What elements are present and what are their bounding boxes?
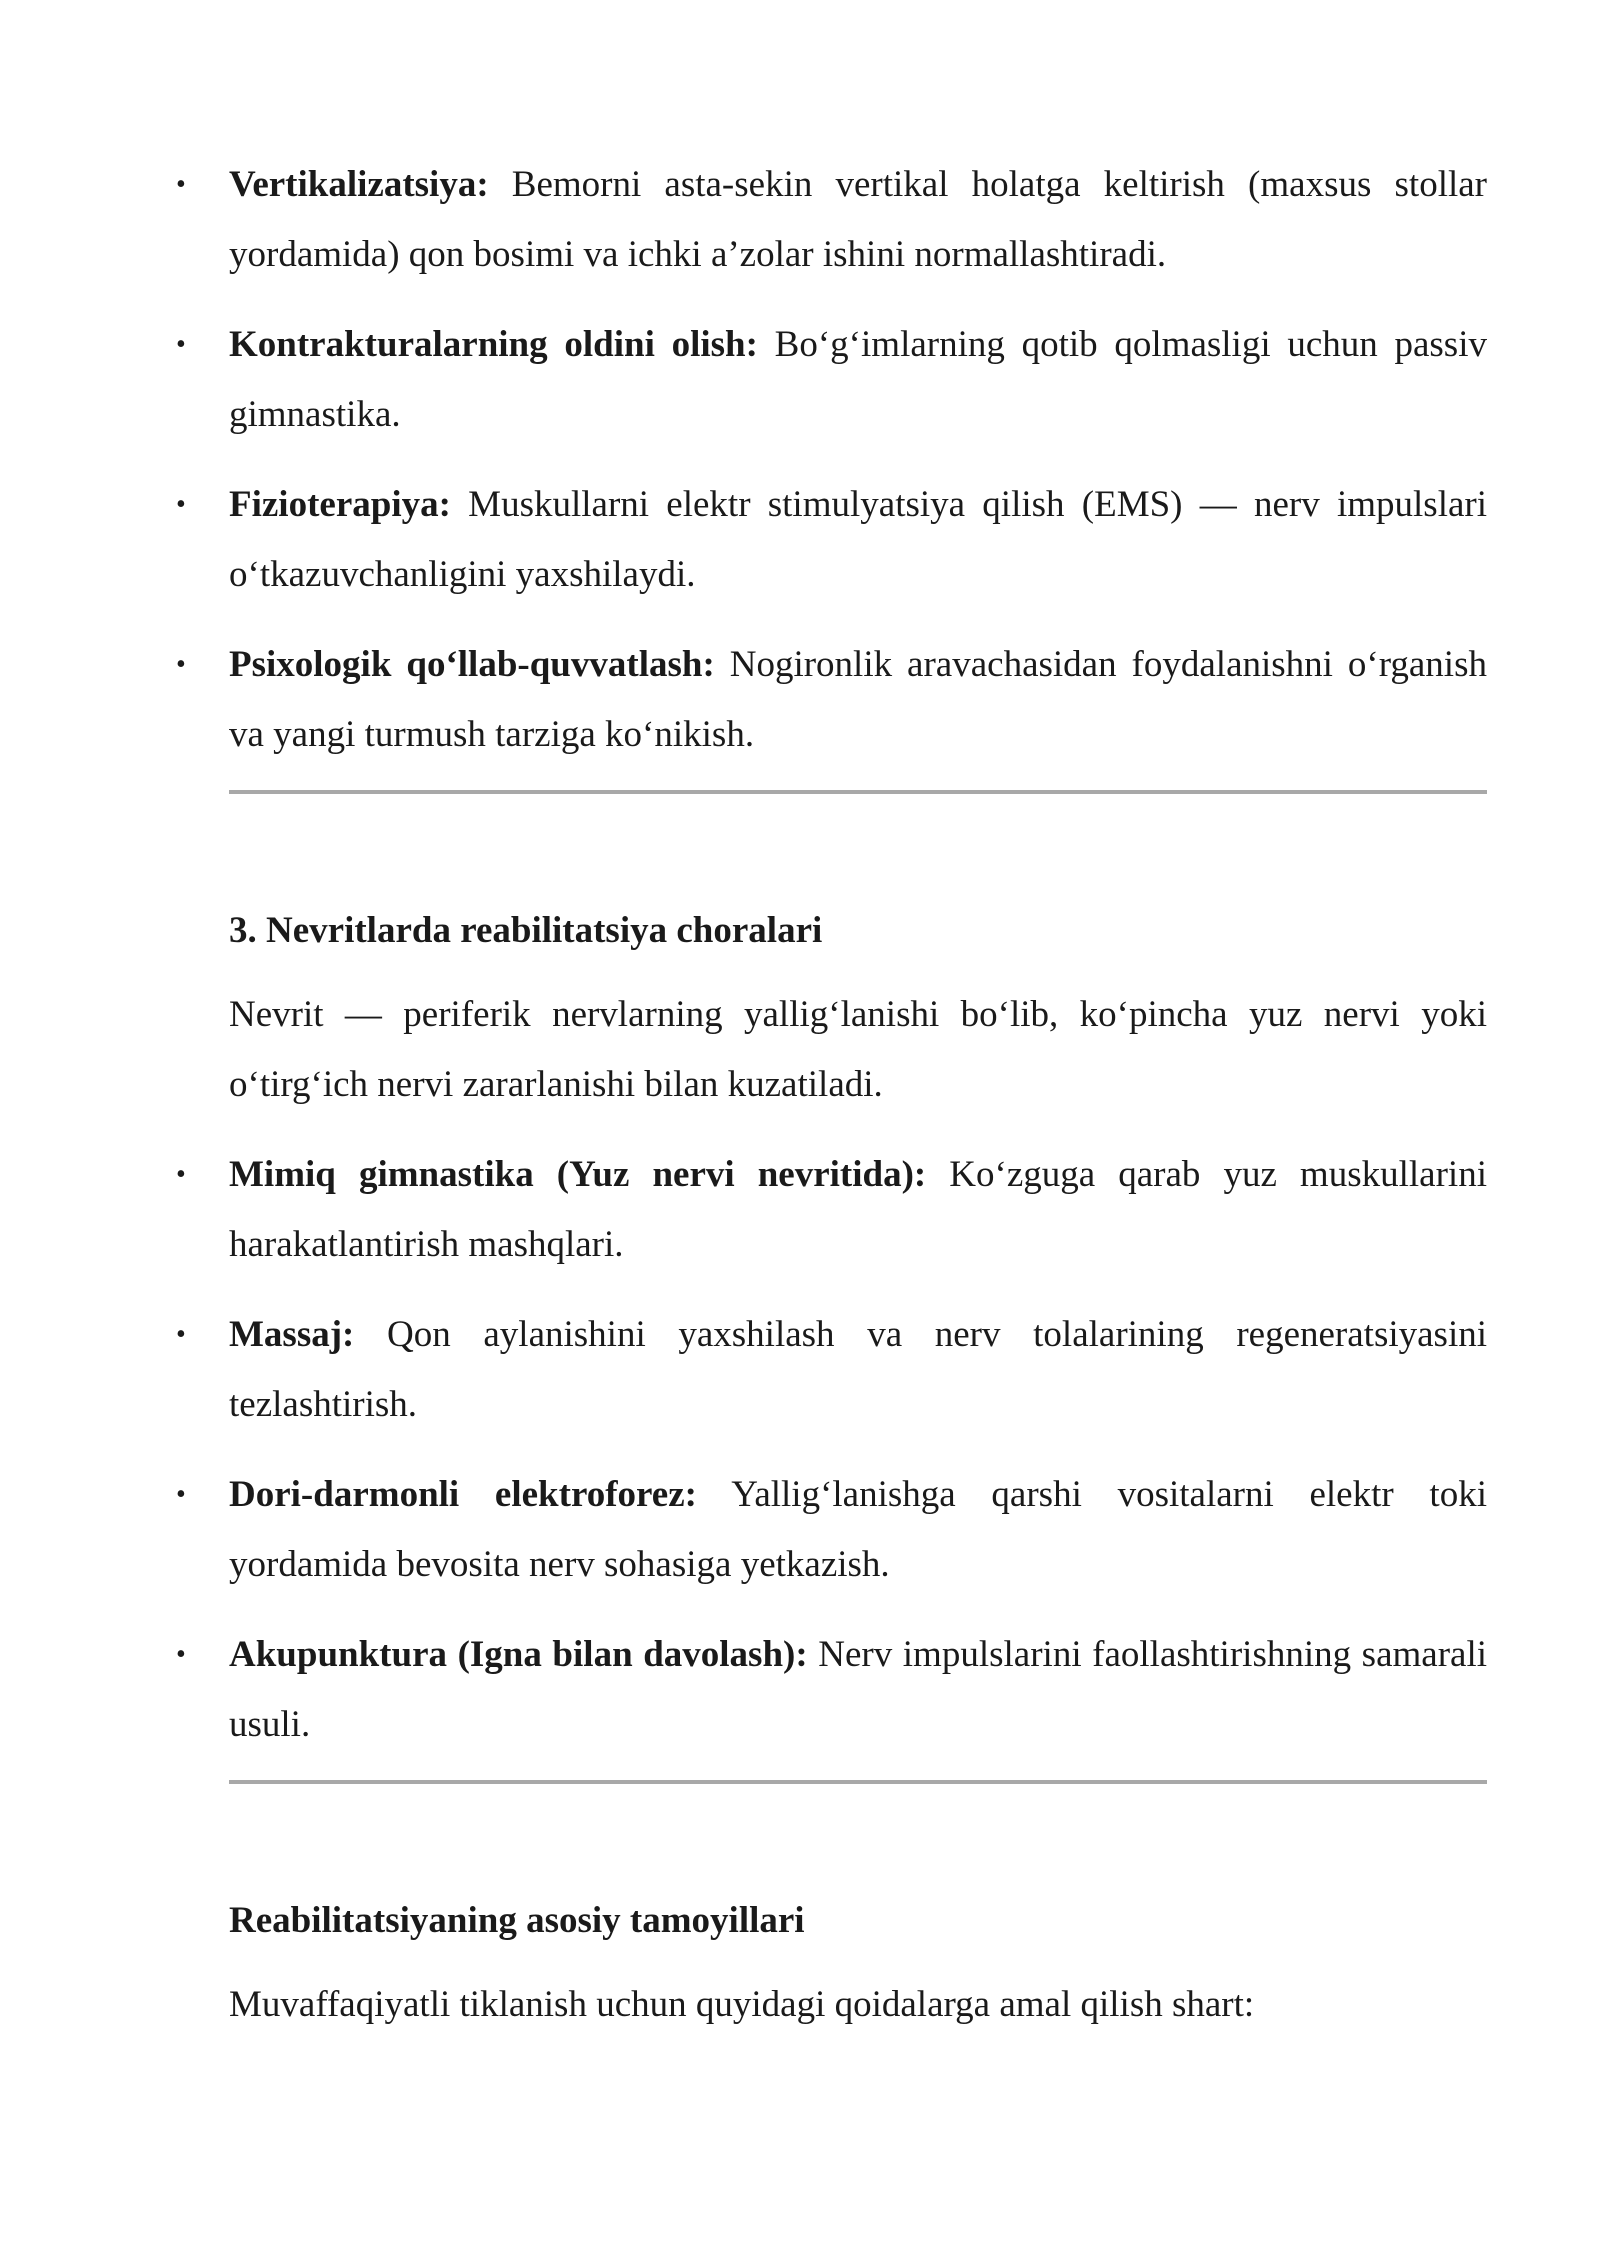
neuritis-measures-list xyxy=(176,1140,1488,1760)
list-item-term: Dori-darmonli elektroforez: xyxy=(229,1474,697,1515)
bullet-icon: • xyxy=(176,329,186,360)
list-item-text: Nogironlik aravachasidan foydalanishni o‘rganish va yangi turmush tarziga ko‘nikish. xyxy=(229,644,1487,755)
section-intro-paragraph: Nevrit — periferik nervlarning yallig‘lanishi bo‘lib, ko‘pincha yuz nervi yoki o‘tirg‘ich nervi zararlanishi bilan kuzatiladi. xyxy=(229,994,1487,1105)
document-content xyxy=(176,150,1488,2060)
rehab-measures-list xyxy=(176,150,1487,770)
list-item xyxy=(176,1620,1488,1760)
list-item-term: Fizioterapiya: xyxy=(229,484,451,525)
section-intro-paragraph: Muvaffaqiyatli tiklanish uchun quyidagi qoidalarga amal qilish shart: xyxy=(229,1984,1255,2025)
list-item-term: Mimiq gimnastika (Yuz nervi nevritida): xyxy=(229,1154,927,1195)
list-item-term: Akupunktura (Igna bilan davolash): xyxy=(229,1634,808,1675)
horizontal-divider xyxy=(229,790,1487,794)
list-item-text: Bemorni asta-sekin vertikal holatga keltirish (maxsus stollar yordamida) qon bosimi va ichki a’zolar ishini normallashtiradi. xyxy=(229,164,1487,275)
bullet-icon: • xyxy=(176,1639,186,1670)
bullet-icon: • xyxy=(176,649,186,680)
list-item-term: Massaj: xyxy=(229,1314,355,1355)
list-item xyxy=(176,1300,1487,1440)
section-heading: Reabilitatsiyaning asosiy tamoyillari xyxy=(229,1900,805,1941)
list-item-text: Yallig‘lanishga qarshi vositalarni elektr toki yordamida bevosita nerv sohasiga yetkazish. xyxy=(229,1474,1487,1585)
list-item xyxy=(176,630,1487,770)
list-item xyxy=(176,150,1487,290)
section-heading: 3. Nevritlarda reabilitatsiya choralari xyxy=(229,910,823,951)
list-item xyxy=(176,1140,1487,1280)
list-item-term: Kontrakturalarning oldini olish: xyxy=(229,324,758,365)
list-item-text: Bo‘g‘imlarning qotib qolmasligi uchun passiv gimnastika. xyxy=(229,324,1487,435)
list-item-term: Psixologik qo‘llab-quvvatlash: xyxy=(229,644,715,685)
list-item-text: Ko‘zguga qarab yuz muskullarini harakatlantirish mashqlari. xyxy=(229,1154,1487,1265)
list-item-text: Muskullarni elektr stimulyatsiya qilish (EMS) — nerv impulslari o‘tkazuvchanligini yaxshilaydi. xyxy=(229,484,1487,595)
list-item-text: Qon aylanishini yaxshilash va nerv tolalarining regeneratsiyasini tezlashtirish. xyxy=(229,1314,1487,1425)
list-item xyxy=(176,1460,1487,1600)
bullet-icon: • xyxy=(176,489,186,520)
list-item-term: Vertikalizatsiya: xyxy=(229,164,489,205)
bullet-icon: • xyxy=(176,1479,186,1510)
bullet-icon: • xyxy=(176,1159,186,1190)
horizontal-divider xyxy=(229,1780,1487,1784)
bullet-icon: • xyxy=(176,1319,186,1350)
bullet-icon: • xyxy=(176,169,186,200)
list-item xyxy=(176,470,1487,610)
list-item-text: Nerv impulslarini faollashtirishning samarali usuli. xyxy=(229,1634,1488,1745)
list-item xyxy=(176,310,1487,450)
